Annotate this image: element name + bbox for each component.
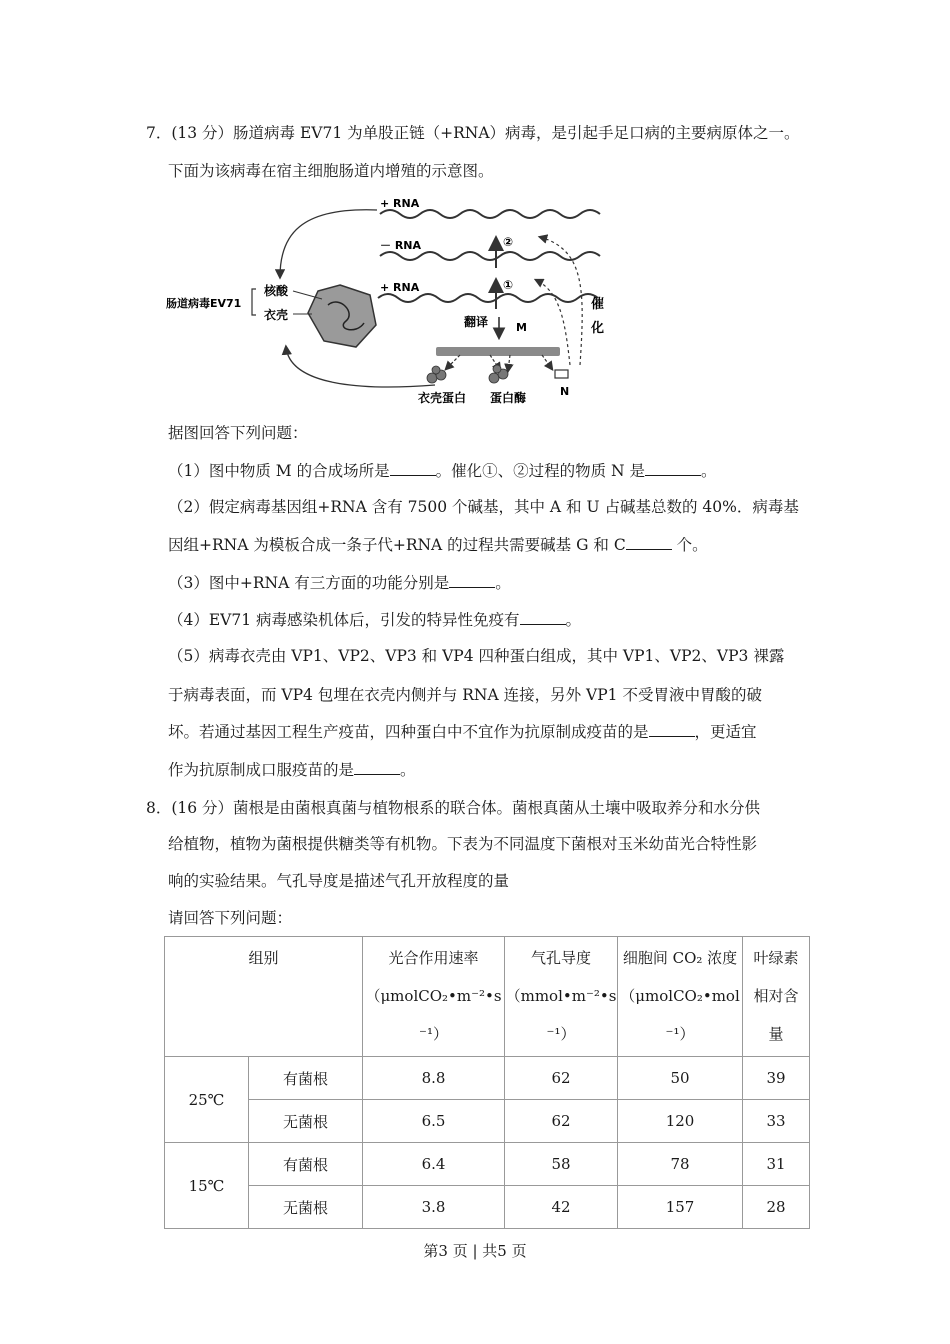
stomata-cell: 62 [505,1057,618,1100]
nucleic-acid-feedback-arrow [280,210,377,277]
answer-blank[interactable] [354,759,400,775]
rate-cell: 6.5 [363,1100,505,1143]
answer-blank[interactable] [390,460,436,476]
page-footer: 第3 页 | 共5 页 [423,1242,527,1260]
question-8-line2: 给植物，植物为菌根提供糖类等有机物。下表为不同温度下菌根对玉米幼苗光合特性影 [168,835,758,853]
mycorrhiza-results-table [164,936,810,1229]
q7-part5-line1: （5）病毒衣壳由 VP1、VP2、VP3 和 VP4 四种蛋白组成，其中 VP1、VP2、VP3 裸露 [168,647,785,665]
q7-part1-text-a: （1）图中物质 M 的合成场所是 [168,462,390,480]
virus-capsid [308,285,376,347]
q7-part2-line1: （2）假定病毒基因组+RNA 含有 7500 个碱基，其中 A 和 U 占碱基总数的 40%．病毒基 [168,498,799,516]
ev71-proliferation-diagram [160,195,620,410]
catalysis-label-1: 催 [591,297,605,312]
capsid-label: 衣壳 [264,308,289,322]
table-header-row [165,937,810,1057]
translation-label: 翻译 [464,315,489,329]
chlorophyll-cell: 28 [743,1186,810,1229]
capsid-protein-label: 衣壳蛋白 [418,391,467,405]
row-label: 无菌根 [249,1186,363,1229]
m-label: M [516,321,527,334]
temp-15-cell: 15℃ [165,1143,249,1229]
q7-part5-text-d2: 。 [400,761,416,779]
q7-part5-line4 [168,759,416,781]
enzyme-label: 蛋白酶 [490,391,527,405]
stomata-cell: 42 [505,1186,618,1229]
q7-part4-text-b: 。 [565,611,582,629]
question-7-subtitle: 下面为该病毒在宿主细胞肠道内增殖的示意图。 [168,162,494,180]
row-label: 无菌根 [249,1100,363,1143]
answer-blank[interactable] [449,572,495,588]
q7-part1 [168,460,717,482]
q7-part4-text-a: （4）EV71 病毒感染机体后，引发的特异性免疫有 [168,611,520,629]
answer-blank[interactable] [626,534,672,550]
rate-cell: 3.8 [363,1186,505,1229]
enzyme-blobs [489,365,508,383]
q7-prompt: 据图回答下列问题： [168,424,308,442]
row-label: 有菌根 [249,1143,363,1186]
co2-cell: 157 [618,1186,743,1229]
chlorophyll-cell: 33 [743,1100,810,1143]
header-intercellular-co2: 细胞间 CO₂ 浓度 （μmolCO₂•mol ⁻¹） [618,937,743,1057]
q7-part5-text-c1: 坏。若通过基因工程生产疫苗，四种蛋白中不宜作为抗原制成疫苗的是 [168,723,649,741]
chlorophyll-cell: 31 [743,1143,810,1186]
row-label: 有菌根 [249,1057,363,1100]
co2-cell: 78 [618,1143,743,1186]
q7-part5-text-c2: ，更适宜 [694,723,757,741]
capsid-protein-blobs [427,366,446,383]
question-7-title: 7．(13 分）肠道病毒 EV71 为单股正链（+RNA）病毒，是引起手足口病的主要病原体之一。 [146,124,800,142]
answer-blank[interactable] [649,721,695,737]
stomata-cell: 62 [505,1100,618,1143]
q7-part4 [168,609,581,631]
q7-part2-text-c: 个。 [671,536,708,554]
q7-part2-text-b: 因组+RNA 为模板合成一条子代+RNA 的过程共需要碱基 G 和 C [168,536,626,554]
minus-rna-label: － RNA [380,239,422,252]
q7-part2-line2 [168,534,708,556]
table-row [165,1143,810,1186]
plus-rna-top-strand [380,210,600,218]
co2-cell: 50 [618,1057,743,1100]
header-group: 组别 [165,937,363,1057]
plus-rna-middle-strand [378,294,598,302]
rate-cell: 8.8 [363,1057,505,1100]
rate-cell: 6.4 [363,1143,505,1186]
q7-part5-line2: 于病毒表面，而 VP4 包埋在衣壳内侧并与 RNA 连接，另外 VP1 不受胃液中胃酸的破 [168,686,762,704]
temp-25-cell: 25℃ [165,1057,249,1143]
header-chlorophyll: 叶绿素 相对含 量 [743,937,810,1057]
q7-part1-text-b: 。催化①、②过程的物质 N 是 [435,462,646,480]
co2-cell: 120 [618,1100,743,1143]
plus-rna-middle-label: + RNA [380,281,420,294]
plus-rna-top-label: + RNA [380,197,420,210]
table-row [165,1057,810,1100]
n-label: N [560,385,570,398]
question-8-line3: 响的实验结果。气孔导度是描述气孔开放程度的量 [168,872,510,890]
answer-blank[interactable] [520,609,566,625]
q8-prompt: 请回答下列问题： [168,909,293,927]
header-photosynthesis-rate: 光合作用速率 （μmolCO₂•m⁻²•s ⁻¹） [363,937,505,1057]
capsid-feedback-arrow [286,347,435,387]
stomata-cell: 58 [505,1143,618,1186]
step1-label: ① [503,278,514,292]
table-row [165,1100,810,1143]
answer-blank[interactable] [645,460,701,476]
q7-part3 [168,572,511,594]
question-8-line1: 8．(16 分）菌根是由菌根真菌与植物根系的联合体。菌根真菌从土壤中吸取养分和水分供 [146,799,761,817]
q7-part3-text-a: （3）图中+RNA 有三方面的功能分别是 [168,574,450,592]
membrane-m [436,347,560,356]
q7-part3-text-b: 。 [495,574,511,592]
q7-part5-line3 [168,721,757,743]
catalysis-label-2: 化 [591,321,605,336]
step2-label: ② [503,235,514,249]
nucleic-acid-label: 核酸 [264,284,289,298]
q7-part5-text-d1: 作为抗原制成口服疫苗的是 [168,761,355,779]
table-row [165,1186,810,1229]
virus-bracket [252,289,256,315]
chlorophyll-cell: 39 [743,1057,810,1100]
substance-n-box [555,370,568,378]
virus-ev71-label: 肠道病毒EV71 [166,297,242,310]
header-stomatal-conductance: 气孔导度 （mmol•m⁻²•s ⁻¹） [505,937,618,1057]
q7-part1-text-c: 。 [701,462,717,480]
